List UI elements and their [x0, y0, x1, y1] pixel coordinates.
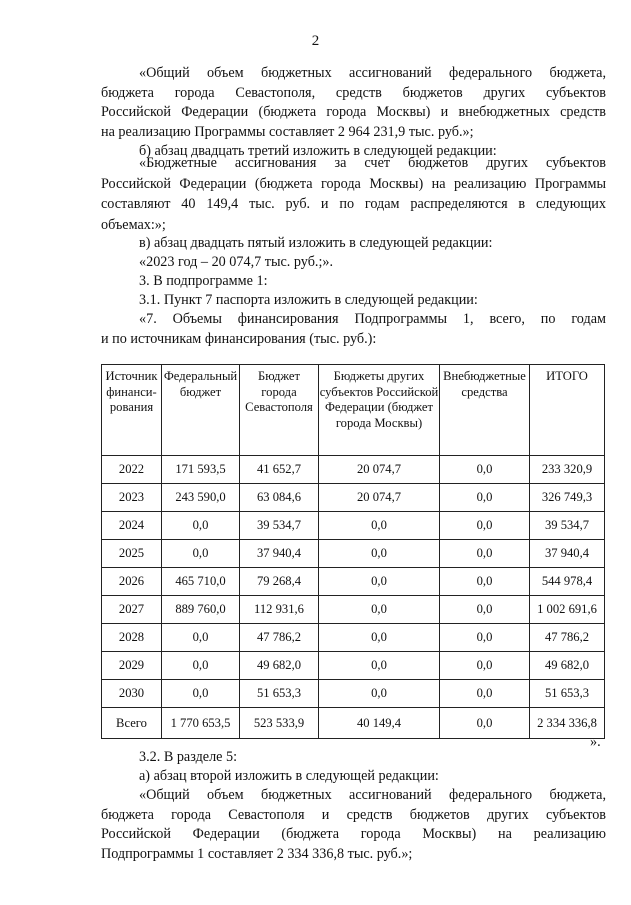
cell-year: 2027: [102, 596, 162, 624]
cell-sevastopol: 49 682,0: [240, 652, 319, 680]
table-row: [102, 596, 605, 624]
header-total: ИТОГО: [530, 365, 605, 456]
cell-sevastopol: 523 533,9: [240, 708, 319, 739]
paragraph-total-volume: [101, 64, 606, 142]
cell-year: 2025: [102, 540, 162, 568]
cell-other-subjects: 0,0: [319, 596, 440, 624]
text-line: «7. Объемы финансирования Подпрограммы 1, всего, по годам: [139, 311, 606, 327]
cell-total: 233 320,9: [530, 456, 605, 484]
cell-extrabudgetary: 0,0: [440, 484, 530, 512]
paragraph-budget-allocations: [101, 153, 606, 235]
cell-federal: 889 760,0: [162, 596, 240, 624]
paragraph-amendment-c: [101, 234, 606, 254]
text-line: в) абзац двадцать пятый изложить в следующей редакции:: [139, 235, 493, 251]
cell-total: 326 749,3: [530, 484, 605, 512]
funding-table: [101, 364, 605, 739]
cell-year: 2022: [102, 456, 162, 484]
text-line: «Общий объем бюджетных ассигнований федерального бюджета,: [139, 787, 606, 803]
cell-extrabudgetary: 0,0: [440, 680, 530, 708]
cell-federal: 465 710,0: [162, 568, 240, 596]
text-line: б) абзац двадцать третий изложить в следующей редакции:: [139, 143, 497, 159]
text-line: «2023 год – 20 074,7 тыс. руб.;».: [139, 254, 334, 270]
cell-federal: 0,0: [162, 540, 240, 568]
text-line: и по источникам финансирования (тыс. руб.):: [101, 330, 377, 347]
table-row: [102, 652, 605, 680]
paragraph-year-2023: [101, 253, 606, 273]
cell-sevastopol: 47 786,2: [240, 624, 319, 652]
cell-federal: 0,0: [162, 652, 240, 680]
header-source: Источник финанси-рования: [102, 365, 162, 456]
cell-year: 2023: [102, 484, 162, 512]
table-header-row: [102, 365, 605, 456]
table-row: [102, 680, 605, 708]
cell-federal: 243 590,0: [162, 484, 240, 512]
cell-sevastopol: 41 652,7: [240, 456, 319, 484]
paragraph-amendment-a: [101, 767, 606, 787]
cell-total: 37 940,4: [530, 540, 605, 568]
table-close-quote: ».: [590, 734, 601, 750]
text-line: 3. В подпрограмме 1:: [139, 273, 268, 289]
header-other-subjects: Бюджеты других субъектов Российской Федерации (бюджет города Москвы): [319, 365, 440, 456]
text-line: бюджета города Севастополя, средств бюджетов других субъектов: [101, 84, 606, 101]
cell-extrabudgetary: 0,0: [440, 512, 530, 540]
cell-other-subjects: 0,0: [319, 512, 440, 540]
text-line: бюджета города Севастополя и средств бюджетов других субъектов: [101, 806, 606, 823]
paragraph-subprogram-1: [101, 272, 606, 292]
cell-total-label: Всего: [102, 708, 162, 739]
cell-other-subjects: 40 149,4: [319, 708, 440, 739]
cell-sevastopol: 112 931,6: [240, 596, 319, 624]
text-line: составляют 40 149,4 тыс. руб. и по годам распределяются в следующих: [101, 196, 606, 212]
cell-federal: 0,0: [162, 680, 240, 708]
page-number: 2: [311, 33, 320, 49]
cell-other-subjects: 0,0: [319, 680, 440, 708]
cell-year: 2028: [102, 624, 162, 652]
cell-year: 2024: [102, 512, 162, 540]
cell-total: 39 534,7: [530, 512, 605, 540]
cell-other-subjects: 0,0: [319, 540, 440, 568]
cell-other-subjects: 0,0: [319, 652, 440, 680]
text-line: 3.1. Пункт 7 паспорта изложить в следующей редакции:: [139, 292, 478, 308]
cell-sevastopol: 79 268,4: [240, 568, 319, 596]
text-line: а) абзац второй изложить в следующей редакции:: [139, 768, 439, 784]
table-row: [102, 540, 605, 568]
text-line: Российской Федерации (бюджета города Москвы) на реализацию: [101, 826, 606, 842]
cell-extrabudgetary: 0,0: [440, 456, 530, 484]
cell-sevastopol: 39 534,7: [240, 512, 319, 540]
table-row: [102, 568, 605, 596]
text-line: «Бюджетные ассигнования за счет бюджетов других субъектов: [139, 155, 606, 171]
paragraph-subprogram-volume: [101, 786, 606, 864]
text-line: Российской Федерации (бюджета города Москвы) и внебюджетных средств: [101, 104, 606, 120]
paragraph-item-7: [101, 310, 606, 349]
cell-total: 2 334 336,8: [530, 708, 605, 739]
cell-other-subjects: 0,0: [319, 568, 440, 596]
text-line: на реализацию Программы составляет 2 964 231,9 тыс. руб.»;: [101, 123, 474, 140]
text-line: Российской Федерации (бюджета города Москвы) на реализацию Программы: [101, 175, 606, 192]
cell-sevastopol: 51 653,3: [240, 680, 319, 708]
cell-extrabudgetary: 0,0: [440, 708, 530, 739]
cell-extrabudgetary: 0,0: [440, 652, 530, 680]
cell-other-subjects: 0,0: [319, 624, 440, 652]
cell-year: 2029: [102, 652, 162, 680]
header-federal: Федеральный бюджет: [162, 365, 240, 456]
table-row: [102, 484, 605, 512]
paragraph-item-3-1: [101, 291, 606, 311]
cell-extrabudgetary: 0,0: [440, 540, 530, 568]
cell-extrabudgetary: 0,0: [440, 568, 530, 596]
text-line: объемах:»;: [101, 216, 166, 233]
header-sevastopol: Бюджет города Севастополя: [240, 365, 319, 456]
cell-total: 544 978,4: [530, 568, 605, 596]
cell-total: 51 653,3: [530, 680, 605, 708]
cell-extrabudgetary: 0,0: [440, 596, 530, 624]
cell-federal: 0,0: [162, 624, 240, 652]
cell-federal: 1 770 653,5: [162, 708, 240, 739]
cell-federal: 171 593,5: [162, 456, 240, 484]
cell-extrabudgetary: 0,0: [440, 624, 530, 652]
header-extrabudgetary: Внебюджетные средства: [440, 365, 530, 456]
text-line: 3.2. В разделе 5:: [139, 749, 238, 765]
text-line: Подпрограммы 1 составляет 2 334 336,8 тыс. руб.»;: [101, 845, 413, 862]
cell-year: 2030: [102, 680, 162, 708]
cell-other-subjects: 20 074,7: [319, 456, 440, 484]
table-row: [102, 512, 605, 540]
cell-total: 49 682,0: [530, 652, 605, 680]
text-line: «Общий объем бюджетных ассигнований федерального бюджета,: [139, 65, 606, 81]
table-row: [102, 624, 605, 652]
paragraph-item-3-2: [101, 748, 606, 768]
cell-federal: 0,0: [162, 512, 240, 540]
cell-total: 1 002 691,6: [530, 596, 605, 624]
cell-year: 2026: [102, 568, 162, 596]
cell-other-subjects: 20 074,7: [319, 484, 440, 512]
cell-sevastopol: 37 940,4: [240, 540, 319, 568]
cell-sevastopol: 63 084,6: [240, 484, 319, 512]
table-row: [102, 456, 605, 484]
table-total-row: [102, 708, 605, 739]
cell-total: 47 786,2: [530, 624, 605, 652]
